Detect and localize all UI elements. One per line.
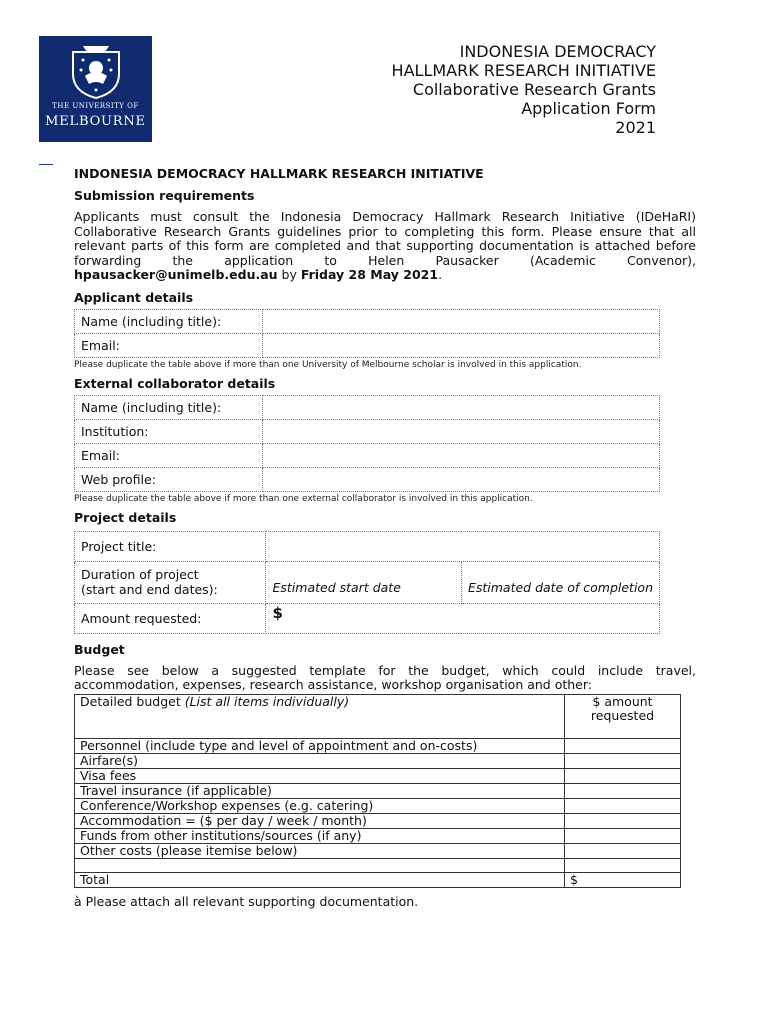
budget-col1-header: [75, 694, 565, 738]
budget-amount-field[interactable]: [565, 753, 681, 768]
duration-label: [75, 561, 266, 603]
project-title-label: Project title:: [75, 531, 266, 561]
external-institution-field[interactable]: [263, 419, 660, 443]
budget-total-label: Total: [75, 872, 565, 887]
crest-icon: [61, 44, 131, 100]
external-email-label: Email:: [75, 443, 263, 467]
applicant-email-field[interactable]: [263, 333, 660, 357]
duration-label-2: (start and end dates):: [81, 582, 218, 597]
title-line-1: INDONESIA DEMOCRACY: [459, 42, 656, 61]
amount-field[interactable]: $: [266, 603, 660, 633]
external-name-field[interactable]: [263, 395, 660, 419]
budget-heading: Budget: [74, 641, 125, 657]
budget-col2-header: [565, 694, 681, 738]
budget-amount-field[interactable]: [565, 783, 681, 798]
external-institution-label: Institution:: [75, 419, 263, 443]
applicant-email-label: Email:: [75, 333, 263, 357]
applicant-note: Please duplicate the table above if more than one University of Melbourne scholar is involved in this application.: [74, 359, 582, 370]
external-web-field[interactable]: [263, 467, 660, 491]
doc-title: INDONESIA DEMOCRACY HALLMARK RESEARCH INITIATIVE: [74, 166, 484, 181]
budget-item: Conference/Workshop expenses (e.g. catering): [75, 798, 565, 813]
footer-note: à Please attach all relevant supporting documentation.: [74, 893, 419, 909]
amount-label: Amount requested:: [75, 603, 266, 633]
budget-item: Visa fees: [75, 768, 565, 783]
budget-col2-label-2: requested: [590, 707, 655, 723]
budget-item: Funds from other institutions/sources (if any): [75, 828, 565, 843]
budget-item: Airfare(s): [75, 753, 565, 768]
submission-period: .: [438, 267, 443, 282]
budget-amount-field[interactable]: [565, 798, 681, 813]
budget-item: Travel insurance (if applicable): [75, 783, 565, 798]
external-heading: External collaborator details: [74, 375, 276, 391]
start-date-field[interactable]: Estimated start date: [266, 561, 461, 603]
applicant-name-label: Name (including title):: [75, 309, 263, 333]
title-line-5: 2021: [615, 118, 656, 137]
submission-heading: Submission requirements: [74, 188, 255, 203]
form-content: [74, 166, 696, 909]
budget-item: Accommodation = ($ per day / week / month): [75, 813, 565, 828]
budget-col1-label: Detailed budget: [80, 693, 185, 709]
university-logo: [39, 36, 152, 142]
budget-amount-field[interactable]: [565, 738, 681, 753]
submission-body: Applicants must consult the Indonesia Democracy Hallmark Research Initiative (IDeHaRI) Collaborative Research Grants guidelines prior to completing this form. Please ensure that all relevant parts of this form are completed and that supporting documentation is attached before forwarding the application to Helen Pausacker (Academic Convenor),: [74, 209, 696, 268]
budget-item: Other costs (please itemise below): [75, 843, 565, 858]
budget-amount-field[interactable]: [565, 858, 681, 872]
budget-amount-field[interactable]: [565, 843, 681, 858]
submission-by: by: [277, 267, 301, 282]
submission-text: [74, 210, 696, 283]
contact-email[interactable]: hpausacker@unimelb.edu.au: [74, 267, 278, 282]
divider: [39, 164, 53, 165]
budget-col1-italic: (List all items individually): [184, 693, 350, 709]
budget-intro: Please see below a suggested template for the budget, which could include travel, accommodation, expenses, research assistance, workshop organisation and other:: [74, 662, 696, 692]
logo-line-1: THE UNIVERSITY OF: [52, 102, 139, 110]
external-name-label: Name (including title):: [75, 395, 263, 419]
applicant-name-field[interactable]: [263, 309, 660, 333]
deadline: Friday 28 May 2021: [300, 267, 439, 282]
budget-amount-field[interactable]: [565, 813, 681, 828]
page-title: [392, 42, 656, 137]
budget-amount-field[interactable]: [565, 828, 681, 843]
budget-table: [74, 694, 681, 888]
logo-line-2: MELBOURNE: [45, 114, 146, 129]
external-web-label: Web profile:: [75, 467, 263, 491]
budget-blank-row[interactable]: [75, 858, 565, 872]
project-heading: Project details: [74, 509, 177, 525]
external-email-field[interactable]: [263, 443, 660, 467]
title-line-2: HALLMARK RESEARCH INITIATIVE: [391, 61, 656, 80]
project-table: [74, 531, 660, 634]
project-title-field[interactable]: [266, 531, 660, 561]
title-line-3: Collaborative Research Grants: [412, 80, 656, 99]
budget-total-field[interactable]: $: [565, 872, 681, 887]
budget-col2-label-1: $ amount: [592, 693, 653, 709]
applicant-heading: Applicant details: [74, 289, 194, 305]
duration-label-1: Duration of project: [81, 567, 199, 582]
external-note: Please duplicate the table above if more than one external collaborator is involved in this application.: [74, 493, 533, 504]
external-table: [74, 395, 660, 492]
budget-item: Personnel (include type and level of appointment and on-costs): [75, 738, 565, 753]
end-date-field[interactable]: Estimated date of completion: [461, 561, 659, 603]
title-line-4: Application Form: [521, 99, 656, 118]
budget-amount-field[interactable]: [565, 768, 681, 783]
applicant-table: [74, 309, 660, 358]
